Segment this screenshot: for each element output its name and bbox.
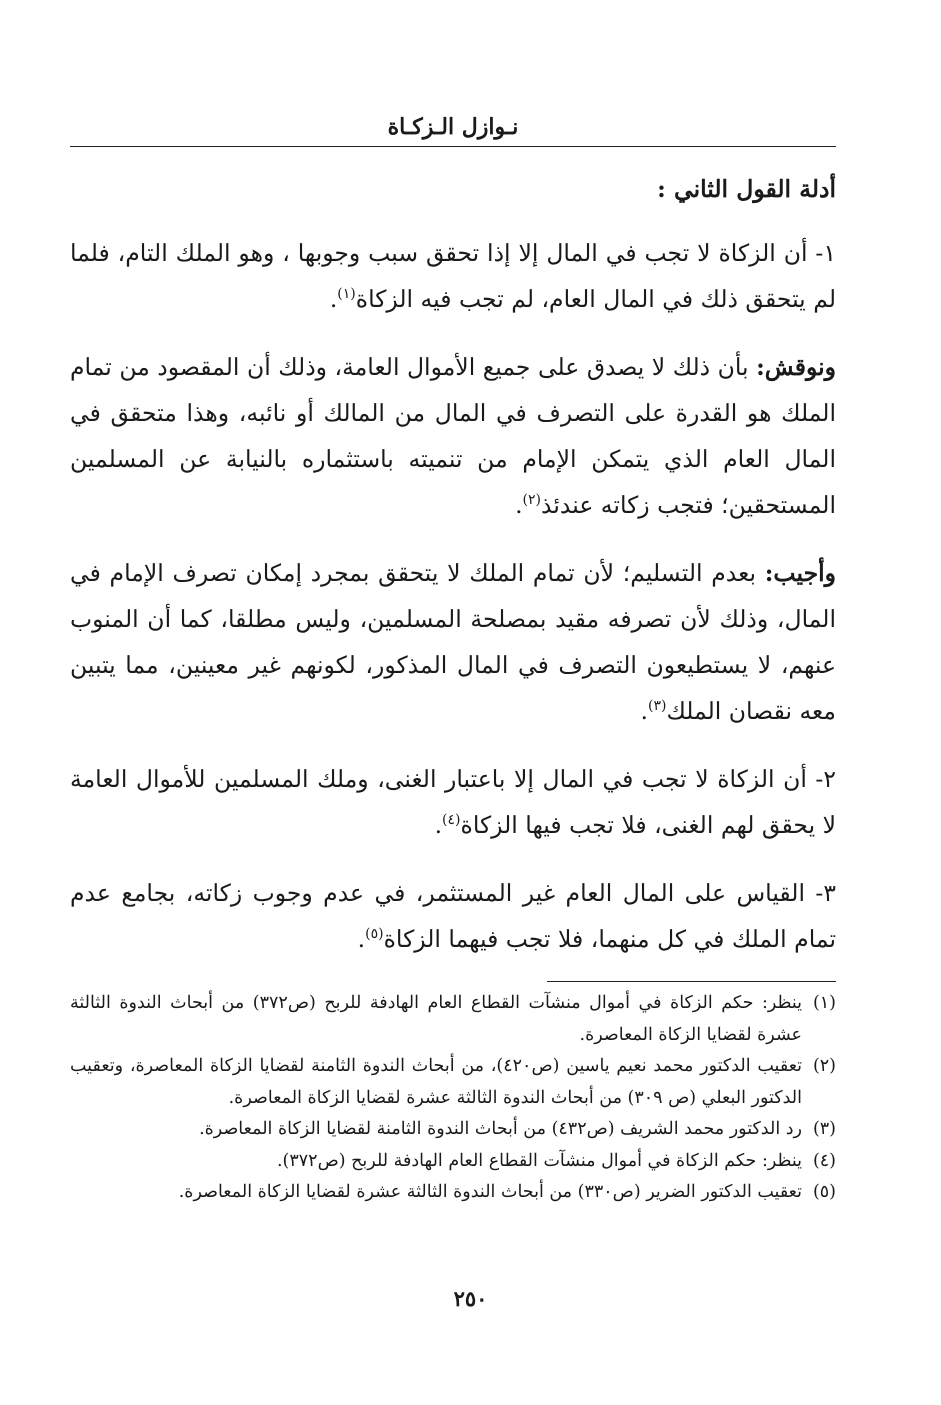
section-heading: أدلة القول الثاني : (657, 175, 836, 203)
main-text (70, 166, 836, 984)
paragraph-text: بعدم التسليم؛ لأن تمام الملك لا يتحقق بمجرد إمكان تصرف الإمام في المال، وذلك لأن تصرفه مقيد بمصلحة المسلمين، وليس مطلقا، كما أن المنوب عنهم، لا يستطيعون التصرف في المال المذكور، لكونهم غير معينين، مما يتبين معه نقصان الملك (70, 559, 836, 725)
footnote-text: تعقيب الدكتور محمد نعيم ياسين (ص٤٢٠)، من أبحاث الندوة الثامنة لقضايا الزكاة المعاصرة، وتعقيب الدكتور البعلي (ص ٣٠٩) من أبحاث الندوة الثالثة عشرة لقضايا الزكاة المعاصرة. (70, 1056, 803, 1108)
footnote-text: ينظر: حكم الزكاة في أموال منشآت القطاع العام الهادفة للربح (ص٣٧٢). (276, 1150, 802, 1171)
paragraph-end: . (357, 925, 366, 953)
footnote (70, 1114, 836, 1146)
footnote (70, 1051, 836, 1114)
footnote-ref: (١) (337, 286, 356, 303)
footnote (70, 988, 836, 1051)
footnote-number: (٤) (812, 1150, 836, 1171)
footnote-number: (٣) (812, 1119, 836, 1139)
paragraph-1 (70, 230, 836, 322)
footnote-ref: (٢) (522, 492, 542, 509)
paragraph-2 (70, 344, 836, 528)
footnote-number: (٢) (812, 1056, 836, 1076)
footnotes (70, 988, 836, 1209)
running-header: نـوازل الـزكـاة (387, 114, 519, 140)
paragraph-end: . (329, 285, 338, 313)
footnote (70, 1177, 836, 1209)
paragraph-3 (70, 550, 836, 734)
footnote-text: تعقيب الدكتور الضرير (ص٣٣٠) من أبحاث الندوة الثالثة عشرة لقضايا الزكاة المعاصرة. (178, 1182, 802, 1202)
footnote-number: (٥) (812, 1182, 836, 1202)
footnote-text: رد الدكتور محمد الشريف (ص٤٣٢) من أبحاث الندوة الثامنة لقضايا الزكاة المعاصرة. (199, 1119, 802, 1139)
footnote-ref: (٥) (365, 926, 384, 943)
header-rule (70, 146, 836, 147)
footnote-separator (547, 981, 836, 982)
paragraph-end: . (640, 697, 648, 725)
paragraph-text: ٣- القياس على المال العام غير المستثمر، في عدم وجوب زكاته، بجامع عدم تمام الملك في كل منهما، فلا تجب فيهما الزكاة (70, 879, 836, 953)
footnote-text: ينظر: حكم الزكاة في أموال منشآت القطاع العام الهادفة للربح (ص٣٧٢) من أبحاث الندوة الثالثة عشرة لقضايا الزكاة المعاصرة. (70, 993, 802, 1045)
paragraph-end: . (515, 491, 523, 519)
paragraph-4 (70, 756, 836, 848)
footnote-ref: (٤) (442, 812, 461, 829)
page-number: ٢٥٠ (453, 1286, 488, 1311)
paragraph-lead: ونوقش: (756, 353, 836, 381)
paragraph-text: بأن ذلك لا يصدق على جميع الأموال العامة، وذلك أن المقصود من تمام الملك هو القدرة على التصرف في المال من المالك أو نائبه، وهذا متحقق في المال العام الذي يتمكن الإمام من تنميته باستثماره بالنيابة عن المسلمين المستحقين؛ فتجب زكاته عندئذ (70, 353, 836, 519)
paragraph-end: . (434, 811, 443, 839)
footnote-ref: (٣) (647, 698, 667, 715)
footnote (70, 1146, 836, 1178)
paragraph-5 (70, 870, 836, 962)
paragraph-text: ١- أن الزكاة لا تجب في المال إلا إذا تحقق سبب وجوبها ، وهو الملك التام، فلما لم يتحقق ذلك في المال العام، لم تجب فيه الزكاة (70, 239, 836, 313)
footnote-number: (١) (812, 993, 836, 1013)
paragraph-text: ٢- أن الزكاة لا تجب في المال إلا باعتبار الغنى، وملك المسلمين للأموال العامة لا يحقق لهم الغنى، فلا تجب فيها الزكاة (70, 765, 836, 839)
paragraph-lead: وأجيب: (764, 559, 836, 587)
